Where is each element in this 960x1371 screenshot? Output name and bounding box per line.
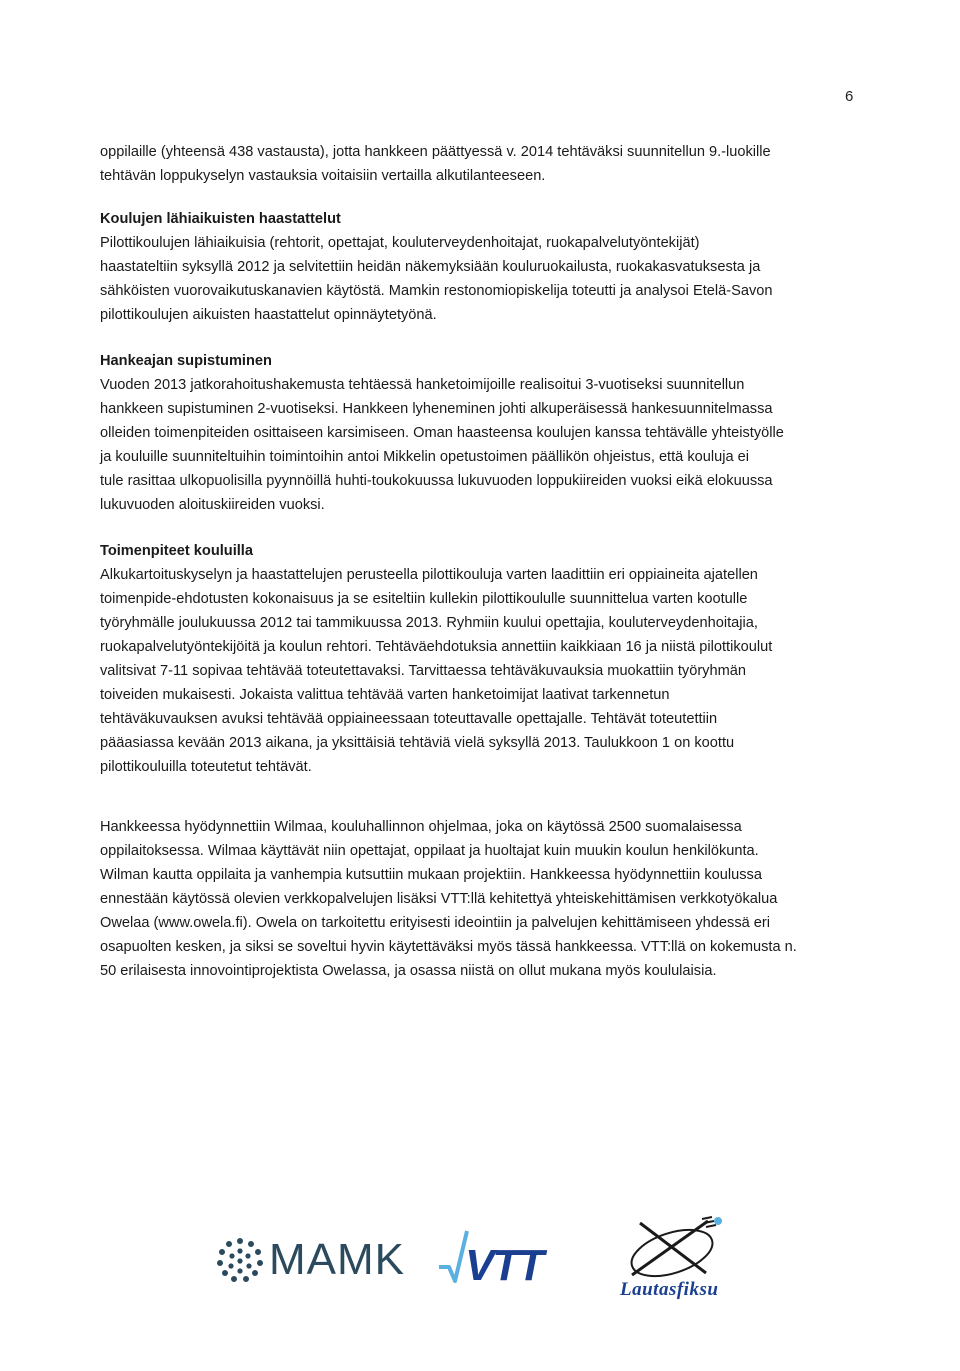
text-line: tule rasittaa ulkopuolisilla pyynnöillä huhti-toukokuussa lukuvuoden loppukiireiden vuoksi eikä elokuussa bbox=[100, 473, 773, 489]
text-line: Hankkeessa hyödynnettiin Wilmaa, kouluhallinnon ohjelmaa, joka on käytössä 2500 suomalaisessa bbox=[100, 819, 742, 835]
text-line: pääasiassa kevään 2013 aikana, ja yksittäisiä tehtäviä vielä syksyllä 2013. Taulukkoon 1 on koottu bbox=[100, 735, 735, 751]
text-line: ruokapalvelutyöntekijöitä ja koulun rehtori. Tehtäväehdotuksia annettiin kaikkiaan 16 ja niistä pilottikoulut bbox=[100, 639, 773, 655]
vtt-logo-text: VTT bbox=[465, 1241, 543, 1290]
mamk-logo-text: MAMK bbox=[269, 1235, 405, 1284]
paragraph-intro bbox=[100, 140, 860, 188]
section-heading-shortening: Hankeajan supistuminen bbox=[100, 353, 272, 369]
mamk-logo bbox=[215, 1235, 405, 1285]
text-line: toimenpide-ehdotusten kokonaisuus ja se esiteltiin kullekin pilottikoululle suunnittelua varten kootulle bbox=[100, 591, 748, 607]
footer-logos bbox=[215, 1205, 760, 1315]
text-line: oppilaitoksessa. Wilmaa käyttävät niin opettajat, oppilaat ja huoltajat kuin muukin koulun henkilökunta. bbox=[100, 843, 759, 859]
paragraph-shortening bbox=[100, 373, 860, 517]
paragraph-wilma-owela bbox=[100, 815, 860, 983]
text-line: toiveiden mukaisesti. Jokaista valittua tehtävää varten hanketoimijat laativat tarkennetun bbox=[100, 687, 670, 703]
text-line: oppilaille (yhteensä 438 vastausta), jotta hankkeen päättyessä v. 2014 tehtäväksi suunnitellun 9.-luokille bbox=[100, 144, 771, 160]
section-heading-interviews: Koulujen lähiaikuisten haastattelut bbox=[100, 211, 341, 227]
text-line: haastateltiin syksyllä 2012 ja selvitettiin heidän näkemyksiään kouluruokailusta, ruokakasvatuksesta ja bbox=[100, 259, 761, 275]
text-line: tehtävän loppukyselyn vastauksia voitaisiin vertailla alkutilanteeseen. bbox=[100, 168, 546, 184]
text-line: Alkukartoituskyselyn ja haastattelujen perusteella pilottikouluja varten laadittiin eri oppiaineita ajatellen bbox=[100, 567, 758, 583]
text-line: sähköisten vuorovaikutuskanavien käytöstä. Mamkin restonomiopiskelija toteutti ja analysoi Etelä-Savon bbox=[100, 283, 773, 299]
plate-cutlery-icon bbox=[610, 1213, 750, 1283]
paragraph-actions bbox=[100, 563, 860, 779]
text-line: 50 erilaisesta innovointiprojektista Owelassa, ja osassa niistä on ollut mukana myös koululaisia. bbox=[100, 963, 717, 979]
lautasfiksu-logo-text: Lautasfiksu bbox=[620, 1279, 719, 1300]
page-number: 6 bbox=[845, 88, 854, 105]
document-body bbox=[100, 140, 860, 983]
text-line: valitsivat 7-11 sopivaa tehtävää toteutettavaksi. Tarvittaessa tehtäväkuvauksia muokattiin työryhmän bbox=[100, 663, 746, 679]
mamk-dots-icon bbox=[215, 1235, 265, 1285]
text-line: ja kouluille suunniteltuihin toimintoihin antoi Mikkelin opetustoimen päällikön ohjeistus, että kouluja ei bbox=[100, 449, 749, 465]
text-line: ennestään käytössä olevien verkkopalvelujen lisäksi VTT:llä kehitettyä yhteiskehittämisen verkkotyökalua bbox=[100, 891, 778, 907]
text-line: Wilman kautta oppilaita ja vanhempia kutsuttiin mukaan projektiin. Hankkeessa hyödynnettiin koulussa bbox=[100, 867, 762, 883]
text-line: lukuvuoden aloituskiireiden vuoksi. bbox=[100, 497, 325, 513]
lautasfiksu-logo bbox=[610, 1213, 750, 1313]
text-line: työryhmälle joulukuussa 2012 tai tammikuussa 2013. Ryhmiin kuului opettajia, kouluterveydenhoitajia, bbox=[100, 615, 758, 631]
text-line: tehtäväkuvauksen avuksi tehtävää oppiaineessaan toteuttavalle opettajalle. Tehtävät toteutettiin bbox=[100, 711, 718, 727]
text-line: pilottikouluilla toteutetut tehtävät. bbox=[100, 759, 312, 775]
text-line: olleiden toimenpiteiden osittaiseen karsimiseen. Oman haasteensa koulujen kanssa tehtävälle yhteistyölle bbox=[100, 425, 784, 441]
text-line: Vuoden 2013 jatkorahoitushakemusta tehtäessä hanketoimijoille realisoitui 3-vuotiseksi suunnitellun bbox=[100, 377, 745, 393]
text-line: Owelaa (www.owela.fi). Owela on tarkoitettu erityisesti ideointiin ja palvelujen kehittämiseen yhdessä eri bbox=[100, 915, 771, 931]
text-line: osapuolten kesken, ja siksi se soveltui hyvin käytettäväksi myös tässä hankkeessa. VTT:llä on kokemusta n. bbox=[100, 939, 797, 955]
vtt-logo bbox=[437, 1223, 572, 1295]
text-line: Pilottikoulujen lähiaikuisia (rehtorit, opettajat, kouluterveydenhoitajat, ruokapalvelutyöntekijät) bbox=[100, 235, 700, 251]
text-line: hankkeen supistuminen 2-vuotiseksi. Hankkeen lyheneminen johti alkuperäisessä hankesuunnitelmassa bbox=[100, 401, 773, 417]
section-heading-actions: Toimenpiteet kouluilla bbox=[100, 543, 253, 559]
paragraph-interviews bbox=[100, 231, 860, 327]
text-line: pilottikoulujen aikuisten haastattelut opinnäytetyönä. bbox=[100, 307, 437, 323]
